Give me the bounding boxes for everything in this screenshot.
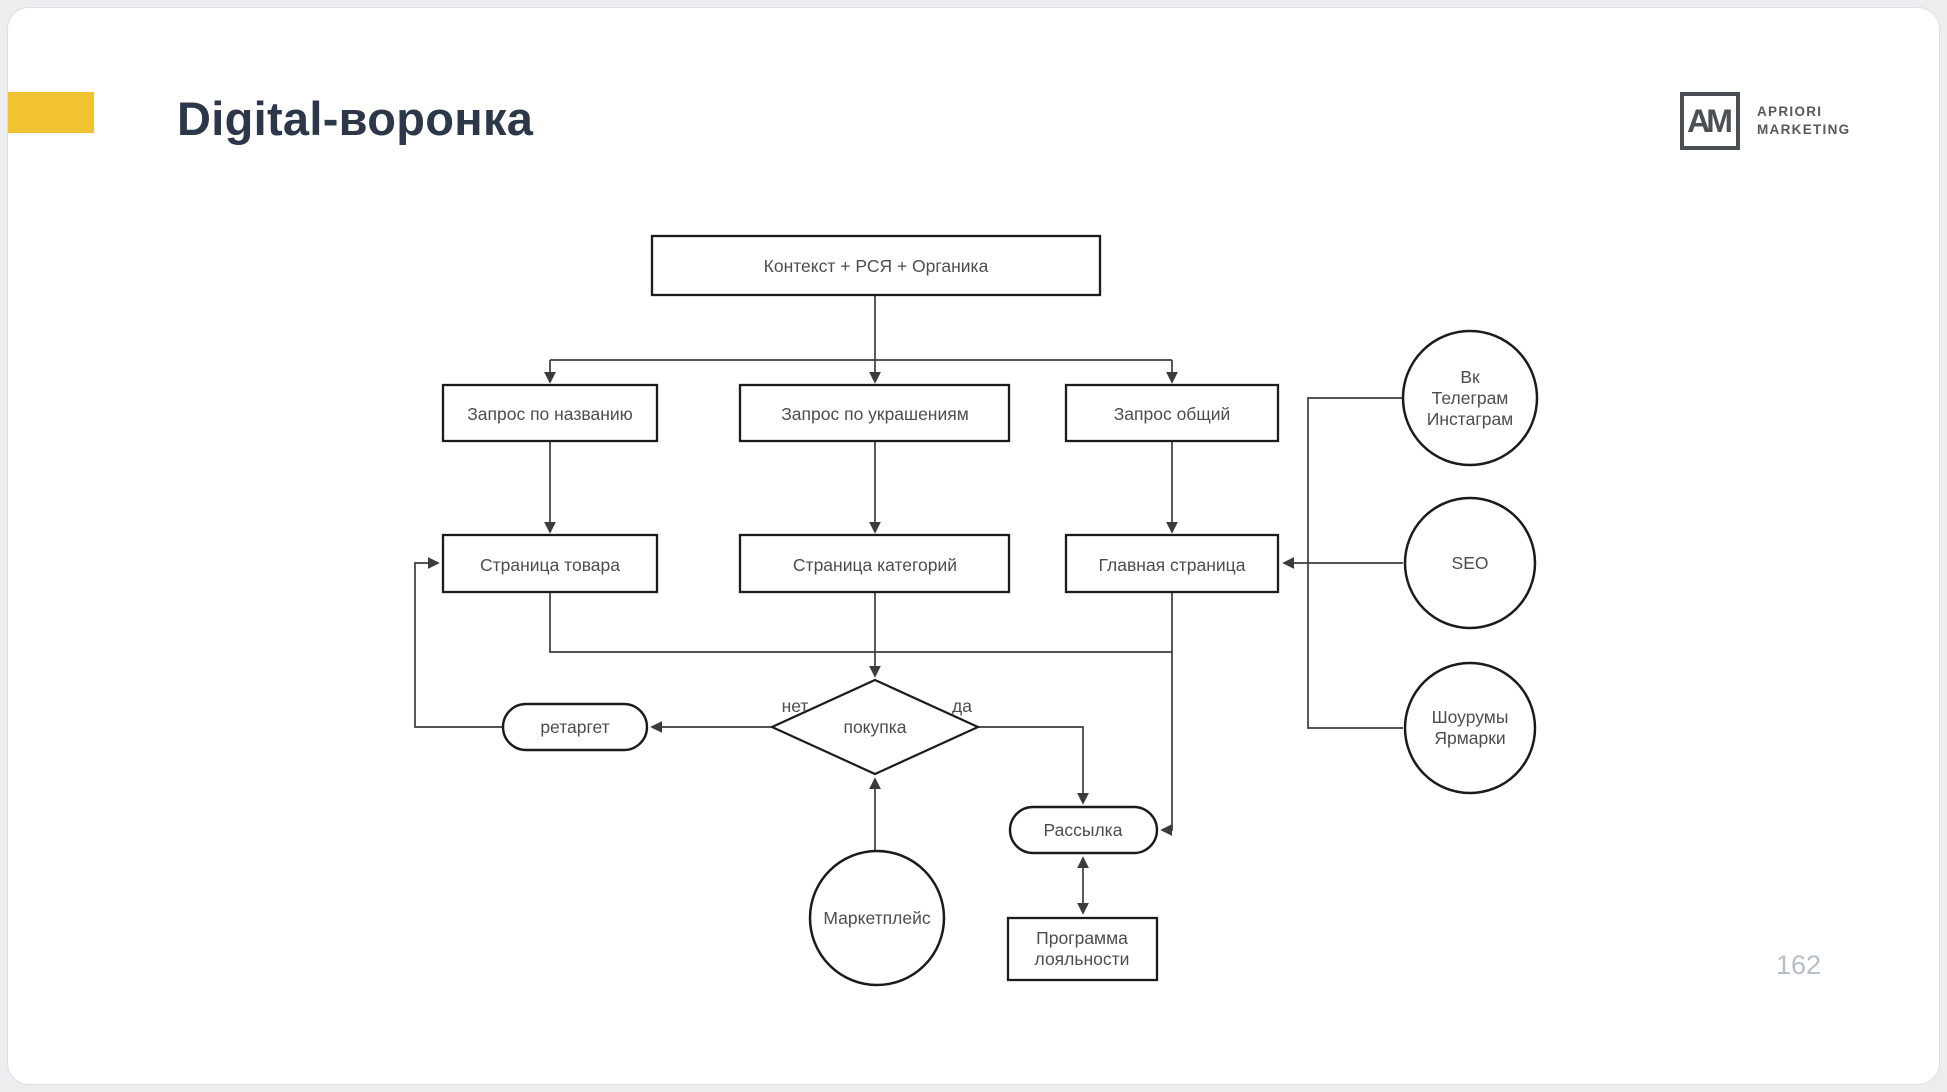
edge-purchase-yes-to-mailing [978,727,1083,803]
node-query-name [443,385,657,441]
node-social-line-3: Инстаграм [1426,409,1514,429]
am-monogram-icon: AM [1680,92,1740,150]
node-query-jewelry-label: Запрос по украшениям [781,404,969,424]
node-category-page-label: Страница категорий [792,555,958,575]
branch-label-no: нет [781,696,809,716]
node-loyalty-program [1008,918,1157,980]
node-social-channels [1403,331,1537,465]
page-number: 162 [1776,950,1822,980]
node-marketplace [810,851,944,985]
node-showrooms-line-2: Ярмарки [1434,728,1506,748]
node-retarget [503,704,647,750]
logo-line-apriori: APRIORI [1757,104,1823,119]
node-product-page-label: Страница товара [479,555,621,575]
node-context [652,236,1100,295]
node-main-page-label: Главная страница [1098,555,1246,575]
node-showrooms [1405,663,1535,793]
branch-label-yes: да [952,696,972,716]
node-query-name-label: Запрос по названию [467,404,633,424]
node-showrooms-line-1: Шоурумы [1431,707,1509,727]
node-query-general-label: Запрос общий [1113,404,1231,424]
node-product-page [443,535,657,592]
logo-line-marketing: MARKETING [1757,122,1851,137]
node-loyalty-line-1: Программа [1036,928,1128,948]
node-loyalty-line-2: лояльности [1034,949,1130,969]
node-category-page [740,535,1009,592]
node-main-page [1066,535,1278,592]
node-mailing [1010,807,1157,853]
edge-pages-merge-rail [550,592,1172,652]
node-social-line-1: Вк [1460,367,1480,387]
page-title: Digital-воронка [177,92,534,146]
node-mailing-label: Рассылка [1043,820,1123,840]
node-seo [1405,498,1535,628]
node-marketplace-label: Маркетплейс [823,908,931,928]
edge-main-page-to-mailing [1162,592,1172,830]
node-query-jewelry [740,385,1009,441]
node-purchase-decision [772,680,978,774]
node-purchase-label: покупка [843,717,907,737]
node-retarget-label: ретаргет [540,717,610,737]
node-context-label: Контекст + РСЯ + Органика [763,256,989,276]
node-seo-label: SEO [1451,553,1489,573]
node-query-general [1066,385,1278,441]
node-social-line-2: Телеграм [1431,388,1509,408]
